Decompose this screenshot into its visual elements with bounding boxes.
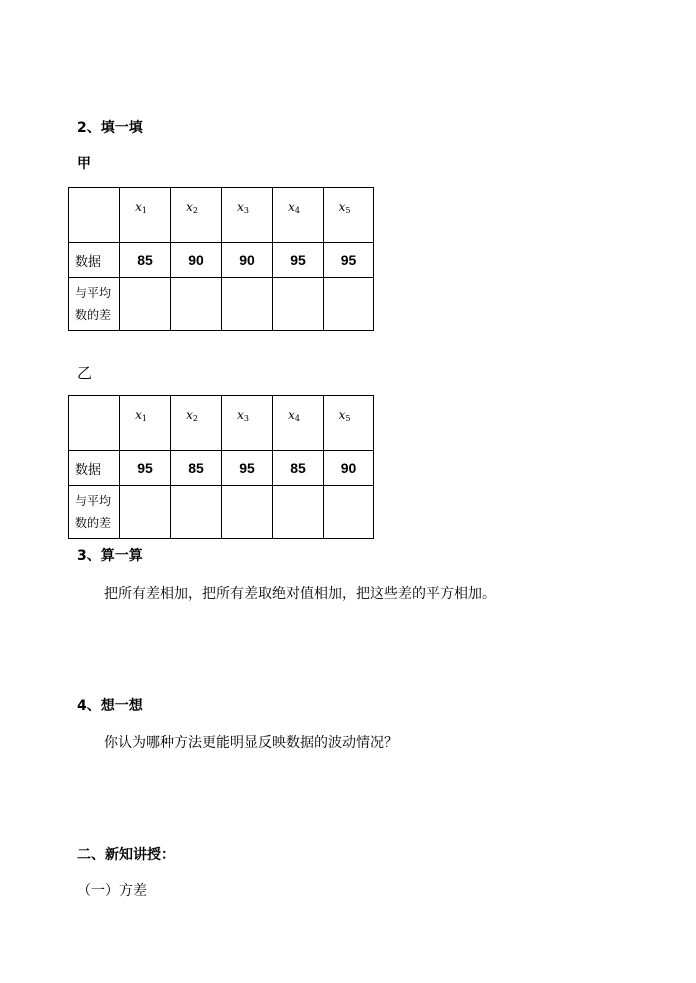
var-sub: 3: [243, 205, 249, 215]
value-cell: 90: [171, 243, 222, 278]
var-sub: 4: [294, 205, 300, 215]
table-yi: [68, 395, 374, 539]
header-cell: [120, 396, 171, 451]
var-x: x: [135, 199, 142, 214]
var-sub: 3: [243, 413, 249, 423]
blank-answer-cell[interactable]: [120, 278, 171, 331]
value-cell: 95: [222, 451, 273, 486]
header-cell: [222, 396, 273, 451]
value-cell: 95: [324, 243, 374, 278]
row-label-diff-line2: 数的差: [75, 516, 112, 530]
header-cell: [324, 188, 374, 243]
blank-answer-cell[interactable]: [120, 486, 171, 539]
table-yi-header-row: [69, 396, 374, 451]
blank-answer-cell[interactable]: [171, 278, 222, 331]
blank-answer-cell[interactable]: [222, 278, 273, 331]
header-empty-cell: [69, 396, 120, 451]
blank-answer-cell[interactable]: [273, 486, 324, 539]
var-x: x: [237, 407, 244, 422]
section-3-title: 3、算一算: [77, 548, 143, 564]
var-x: x: [186, 199, 193, 214]
var-x: x: [288, 407, 295, 422]
value-cell: 95: [273, 243, 324, 278]
row-label-diff: [69, 486, 120, 539]
var-x: x: [135, 407, 142, 422]
header-cell: [171, 188, 222, 243]
var-sub: 5: [345, 205, 351, 215]
blank-answer-cell[interactable]: [222, 486, 273, 539]
header-empty-cell: [69, 188, 120, 243]
value-cell: 90: [324, 451, 374, 486]
var-x: x: [237, 199, 244, 214]
var-sub: 4: [294, 413, 300, 423]
var-x: x: [288, 199, 295, 214]
header-cell: [273, 188, 324, 243]
group-yi-label: 乙: [77, 364, 93, 382]
subsection-variance-title: （一）方差: [77, 883, 147, 899]
blank-answer-cell[interactable]: [324, 486, 374, 539]
header-cell: [120, 188, 171, 243]
var-sub: 1: [141, 205, 147, 215]
group-jia-label: 甲: [77, 156, 91, 172]
table-jia-header-row: [69, 188, 374, 243]
table-yi-diff-row: [69, 486, 374, 539]
var-sub: 2: [192, 205, 198, 215]
row-label-diff-line1: 与平均: [75, 286, 112, 300]
row-label-diff: [69, 278, 120, 331]
var-x: x: [186, 407, 193, 422]
header-cell: [222, 188, 273, 243]
blank-answer-cell[interactable]: [273, 278, 324, 331]
header-cell: [171, 396, 222, 451]
var-sub: 1: [141, 413, 147, 423]
value-cell: 95: [120, 451, 171, 486]
table-jia-diff-row: [69, 278, 374, 331]
blank-answer-cell[interactable]: [324, 278, 374, 331]
var-sub: 5: [345, 413, 351, 423]
row-label-diff-line1: 与平均: [75, 494, 112, 508]
var-x: x: [338, 199, 346, 214]
row-label-diff-line2: 数的差: [75, 308, 112, 322]
table-yi-data-row: [69, 451, 374, 486]
value-cell: 85: [273, 451, 324, 486]
value-cell: 85: [120, 243, 171, 278]
table-jia: [68, 187, 374, 331]
table-jia-data-row: [69, 243, 374, 278]
section-2-title: 2、填一填: [77, 120, 143, 136]
value-cell: 90: [222, 243, 273, 278]
row-label-data: 数据: [69, 451, 120, 486]
section-3-body: 把所有差相加，把所有差取绝对值相加，把这些差的平方相加。: [104, 586, 496, 602]
section-4-title: 4、想一想: [77, 698, 143, 714]
var-sub: 2: [192, 413, 198, 423]
header-cell: [273, 396, 324, 451]
var-x: x: [338, 407, 346, 422]
part-2-title: 二、新知讲授：: [77, 847, 175, 863]
row-label-data: 数据: [69, 243, 120, 278]
section-4-body: 你认为哪种方法更能明显反映数据的波动情况？: [104, 735, 398, 751]
value-cell: 85: [171, 451, 222, 486]
header-cell: [324, 396, 374, 451]
blank-answer-cell[interactable]: [171, 486, 222, 539]
